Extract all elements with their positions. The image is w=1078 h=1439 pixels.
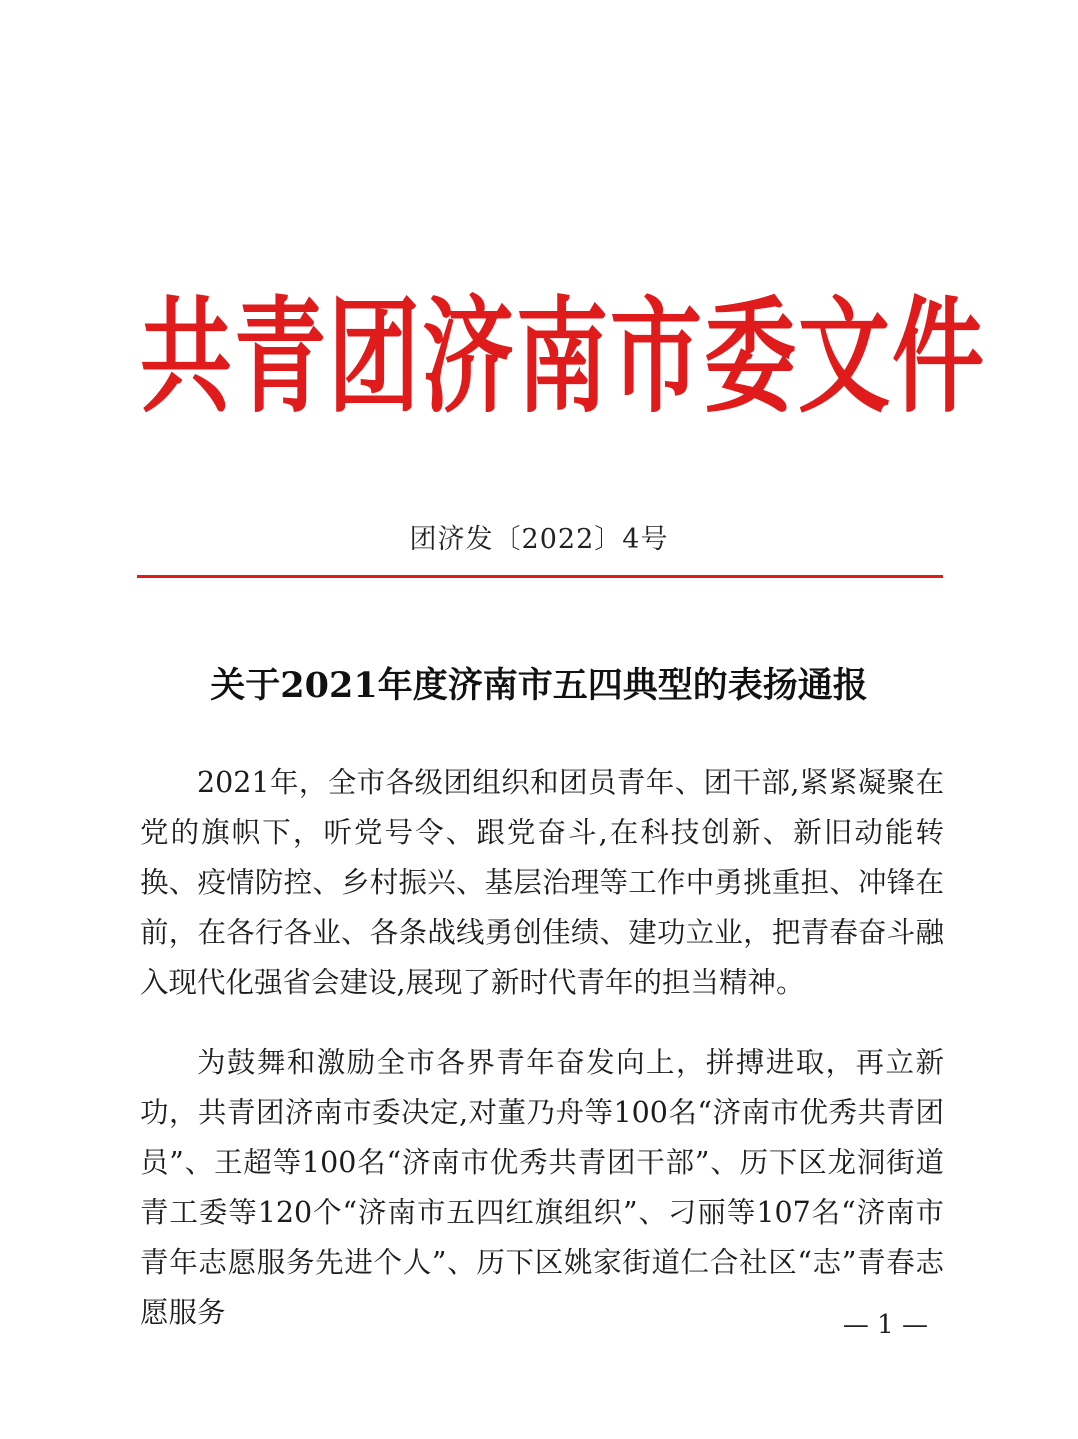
red-divider-line [137,575,943,578]
body-paragraph: 2021年，全市各级团组织和团员青年、团干部,紧紧凝聚在党的旗帜下，听党号令、跟党奋斗,在科技创新、新旧动能转换、疫情防控、乡村振兴、基层治理等工作中勇挑重担、冲锋在前，在各行各业、各条战线勇创佳绩、建功立业，把青春奋斗融入现代化强省会建设,展现了新时代青年的担当精神。 [140,766,944,999]
page-number: — 1 — [842,1310,928,1340]
issuer-header: 共青团济南市委文件 [140,285,987,430]
body-paragraph: 为鼓舞和激励全市各界青年奋发向上，拼搏进取，再立新功，共青团济南市委决定,对董乃舟等100名“济南市优秀共青团员”、王超等100名“济南市优秀共青团干部”、历下区龙洞街道青工委等120个“济南市五四红旗组织”、刁丽等107名“济南市青年志愿服务先进个人”、历下区姚家街道仁合社区“志”青春志愿服务 [140,1046,944,1329]
document-title: 关于2021年度济南市五四典型的表扬通报 [210,665,868,706]
document-number: 团济发〔2022〕4号 [409,524,669,555]
document-body [140,758,944,1338]
